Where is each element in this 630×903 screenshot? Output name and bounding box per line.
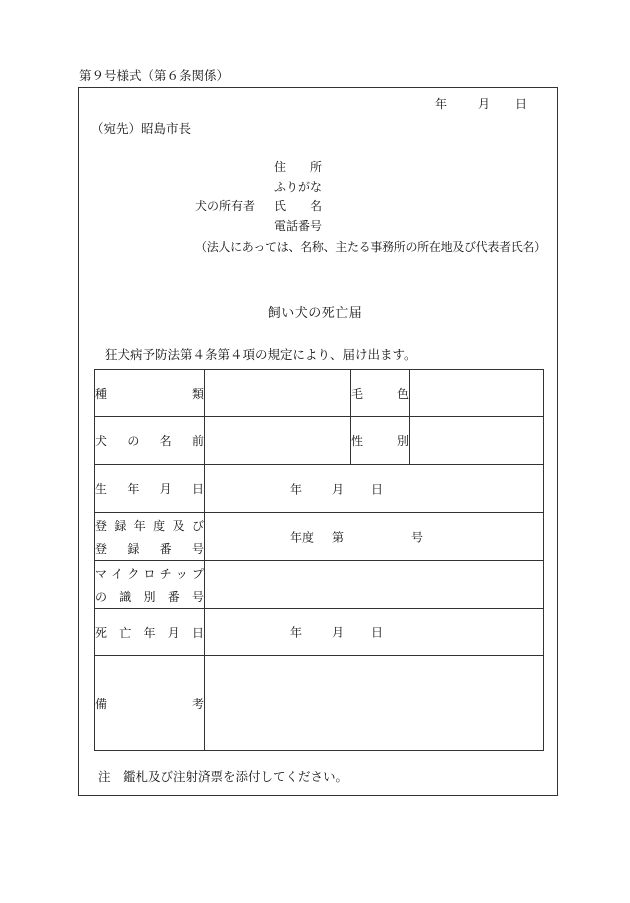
remarks-label-cell bbox=[95, 656, 205, 751]
death-year-unit: 年 bbox=[290, 625, 303, 640]
birth-year-unit: 年 bbox=[290, 482, 303, 496]
dog-name-value[interactable] bbox=[205, 417, 351, 465]
birth-month-unit: 月 bbox=[332, 482, 345, 496]
breed-label: 種 類 bbox=[95, 386, 204, 401]
registration-value[interactable] bbox=[205, 513, 544, 561]
coat-color-value[interactable] bbox=[410, 370, 544, 417]
submission-day: 日 bbox=[515, 97, 528, 111]
registration-number-prefix: 第 bbox=[332, 530, 345, 544]
birth-day-unit: 日 bbox=[371, 482, 384, 496]
registration-fiscal-year-unit: 年度 bbox=[290, 530, 315, 544]
owner-group-label: 犬の所有者 bbox=[195, 199, 256, 213]
submission-month: 月 bbox=[478, 97, 491, 111]
dog-info-table bbox=[94, 369, 544, 751]
dog-name-label-cell bbox=[95, 417, 205, 465]
death-date-label: 死 亡 年 月 日 bbox=[95, 625, 204, 640]
remarks-label: 備 考 bbox=[95, 696, 204, 711]
sex-label-cell bbox=[351, 417, 410, 465]
death-month-unit: 月 bbox=[332, 625, 345, 640]
coat-color-label-cell bbox=[351, 370, 410, 417]
registration-label-cell bbox=[95, 513, 205, 561]
death-day-unit: 日 bbox=[371, 625, 384, 640]
microchip-label-cell bbox=[95, 561, 205, 609]
owner-corporate-note: （法人にあっては、名称、主たる事務所の所在地及び代表者氏名） bbox=[195, 240, 546, 254]
registration-label-line1: 登 録 年 度 及 び bbox=[95, 518, 204, 533]
microchip-label-line2: の 識 別 番 号 bbox=[95, 589, 204, 604]
breed-value[interactable] bbox=[205, 370, 351, 417]
registration-number-suffix: 号 bbox=[411, 530, 424, 544]
birth-date-label-cell bbox=[95, 465, 205, 513]
sex-value[interactable] bbox=[410, 417, 544, 465]
coat-color-label: 毛 色 bbox=[351, 386, 409, 401]
owner-name-label: 氏 名 bbox=[274, 199, 323, 213]
remarks-value[interactable] bbox=[205, 656, 544, 751]
owner-address-label: 住 所 bbox=[274, 160, 323, 174]
owner-phone-label: 電話番号 bbox=[274, 219, 323, 233]
sex-label: 性 別 bbox=[351, 434, 409, 448]
intro-text: 狂犬病予防法第４条第４項の規定により、届け出ます。 bbox=[105, 347, 417, 362]
attachment-note: 注 鑑札及び注射済票を添付してください。 bbox=[98, 769, 349, 784]
breed-label-cell bbox=[95, 370, 205, 417]
microchip-value[interactable] bbox=[205, 561, 544, 609]
registration-label-line2: 登 録 番 号 bbox=[95, 541, 204, 556]
form-label: 第９号様式（第６条関係） bbox=[79, 68, 230, 83]
dog-name-label: 犬 の 名 前 bbox=[95, 434, 204, 448]
death-date-value[interactable] bbox=[205, 609, 544, 656]
microchip-label-line1: マ イ ク ロ チ ッ プ bbox=[95, 566, 204, 581]
death-date-label-cell bbox=[95, 609, 205, 656]
birth-date-label: 生 年 月 日 bbox=[95, 482, 204, 496]
submission-year: 年 bbox=[435, 97, 448, 111]
document-title: 飼い犬の死亡届 bbox=[267, 306, 363, 321]
owner-furigana-label: ふりがな bbox=[274, 180, 323, 194]
birth-date-value[interactable] bbox=[205, 465, 544, 513]
addressee: （宛先）昭島市長 bbox=[91, 121, 192, 136]
